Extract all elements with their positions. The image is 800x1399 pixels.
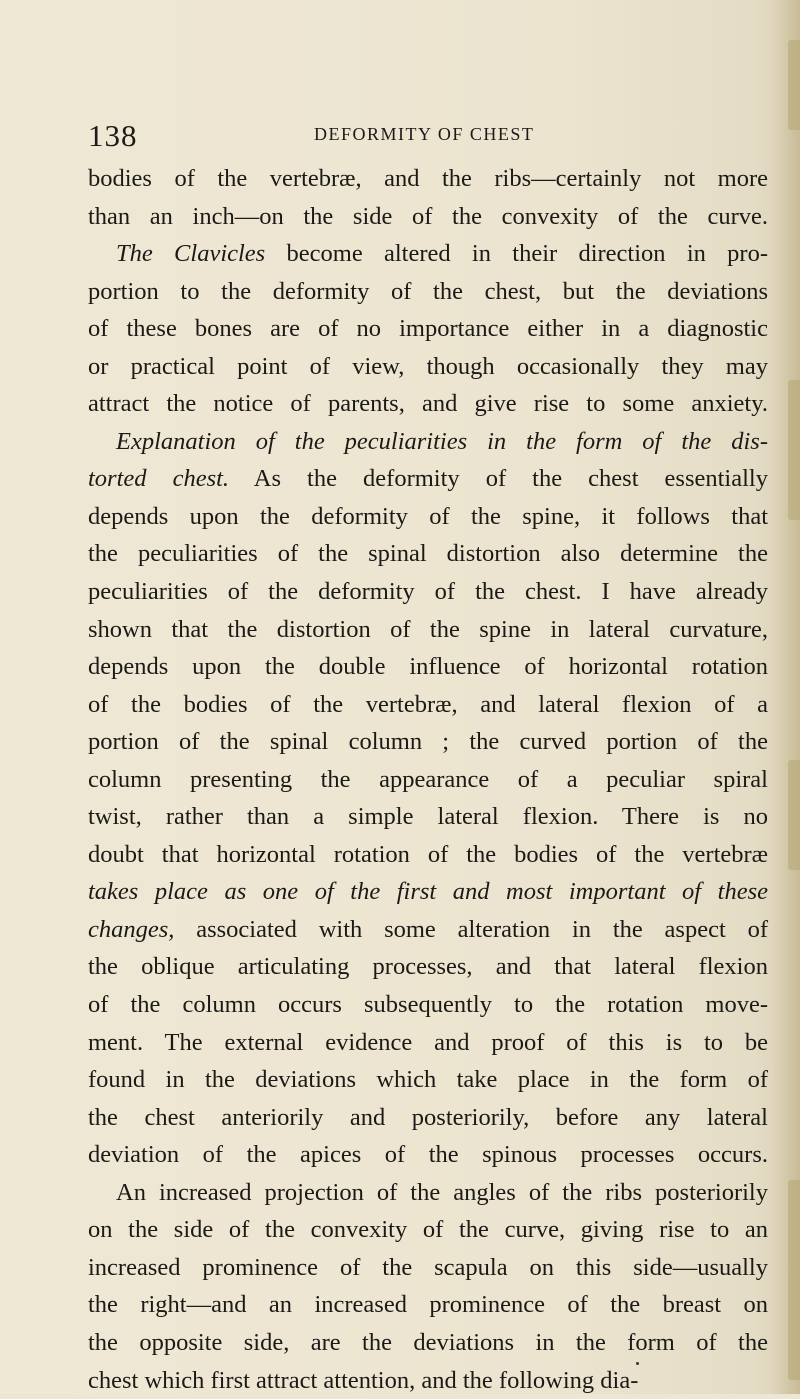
text-line [88,1249,768,1287]
text-span: of the bodies of the vertebræ, and lateral flexion of a [88,691,768,718]
page-edge-stain [788,40,800,130]
italic-text: Explanation of the peculiarities in the form of the dis- [116,428,768,455]
page-edge-stain [788,760,800,870]
text-line [88,648,768,686]
text-line [88,310,768,348]
text-line [88,348,768,386]
page-edge-stain [788,380,800,520]
text-span: portion of the spinal column ; the curved portion of the [88,728,768,755]
page-edge-stain [788,1180,800,1380]
text-span: attract the notice of parents, and give rise to some anxiety. [88,390,768,417]
text-line [88,573,768,611]
text-line [88,986,768,1024]
text-span: than an inch—on the side of the convexity of the curve. [88,203,768,230]
page-number: 138 [88,118,138,154]
text-line [88,273,768,311]
text-line [88,1286,768,1324]
text-line [88,1211,768,1249]
text-span: doubt that horizontal rotation of the bodies of the vertebræ [88,841,768,868]
text-line [88,385,768,423]
text-line [88,160,768,198]
text-span: column presenting the appearance of a peculiar spiral [88,766,768,793]
text-line [88,911,768,949]
text-span: As the deformity of the chest essentially [229,465,768,492]
text-span: chest which first attract attention, and the following dia- [88,1367,638,1394]
text-line [88,1024,768,1062]
text-span: depends upon the double influence of horizontal rotation [88,653,768,680]
text-line [88,1362,768,1399]
text-span: increased prominence of the scapula on this side—usually [88,1254,768,1281]
text-span: twist, rather than a simple lateral flexion. There is no [88,803,768,830]
text-span: the oblique articulating processes, and that lateral flexion [88,953,768,980]
text-span: the chest anteriorily and posteriorily, before any lateral [88,1104,768,1131]
text-span: of these bones are of no importance either in a diagnostic [88,315,768,342]
text-span: the opposite side, are the deviations in the form of the [88,1329,768,1356]
italic-text: The Clavicles [116,240,265,267]
text-line [88,198,768,236]
text-span: ment. The external evidence and proof of this is to be [88,1029,768,1056]
text-span: shown that the distortion of the spine in lateral curvature, [88,616,768,643]
ink-speck [636,1362,639,1365]
text-span: peculiarities of the deformity of the chest. I have already [88,578,768,605]
text-line [88,1099,768,1137]
text-line [88,686,768,724]
text-line [88,723,768,761]
running-title: DEFORMITY OF CHEST [314,124,534,145]
text-line [88,873,768,911]
text-line [88,535,768,573]
text-line [88,836,768,874]
italic-text: changes, [88,916,174,943]
running-head [88,118,768,154]
text-line [88,235,768,273]
text-span: become altered in their direction in pro- [265,240,768,267]
text-span: found in the deviations which take place in the form of [88,1066,768,1093]
text-span: or practical point of view, though occasionally they may [88,353,768,380]
text-line [88,948,768,986]
text-line [88,460,768,498]
text-span: the peculiarities of the spinal distortion also determine the [88,540,768,567]
body-text [88,160,768,1399]
text-span: the right—and an increased prominence of the breast on [88,1291,768,1318]
text-span: deviation of the apices of the spinous processes occurs. [88,1141,768,1168]
text-line [88,1324,768,1362]
text-line [88,761,768,799]
text-span: of the column occurs subsequently to the rotation move- [88,991,768,1018]
text-line [88,1061,768,1099]
text-line [88,1174,768,1212]
italic-text: takes place as one of the first and most important of these [88,878,768,905]
text-span: on the side of the convexity of the curve, giving rise to an [88,1216,768,1243]
text-line [88,498,768,536]
text-span: associated with some alteration in the aspect of [174,916,768,943]
text-line [88,423,768,461]
text-span: An increased projection of the angles of the ribs posteriorily [116,1179,768,1206]
text-line [88,798,768,836]
text-span: bodies of the vertebræ, and the ribs—certainly not more [88,165,768,192]
italic-text: torted chest. [88,465,229,492]
text-span: depends upon the deformity of the spine, it follows that [88,503,768,530]
text-span: portion to the deformity of the chest, but the deviations [88,278,768,305]
text-line [88,1136,768,1174]
text-line [88,611,768,649]
